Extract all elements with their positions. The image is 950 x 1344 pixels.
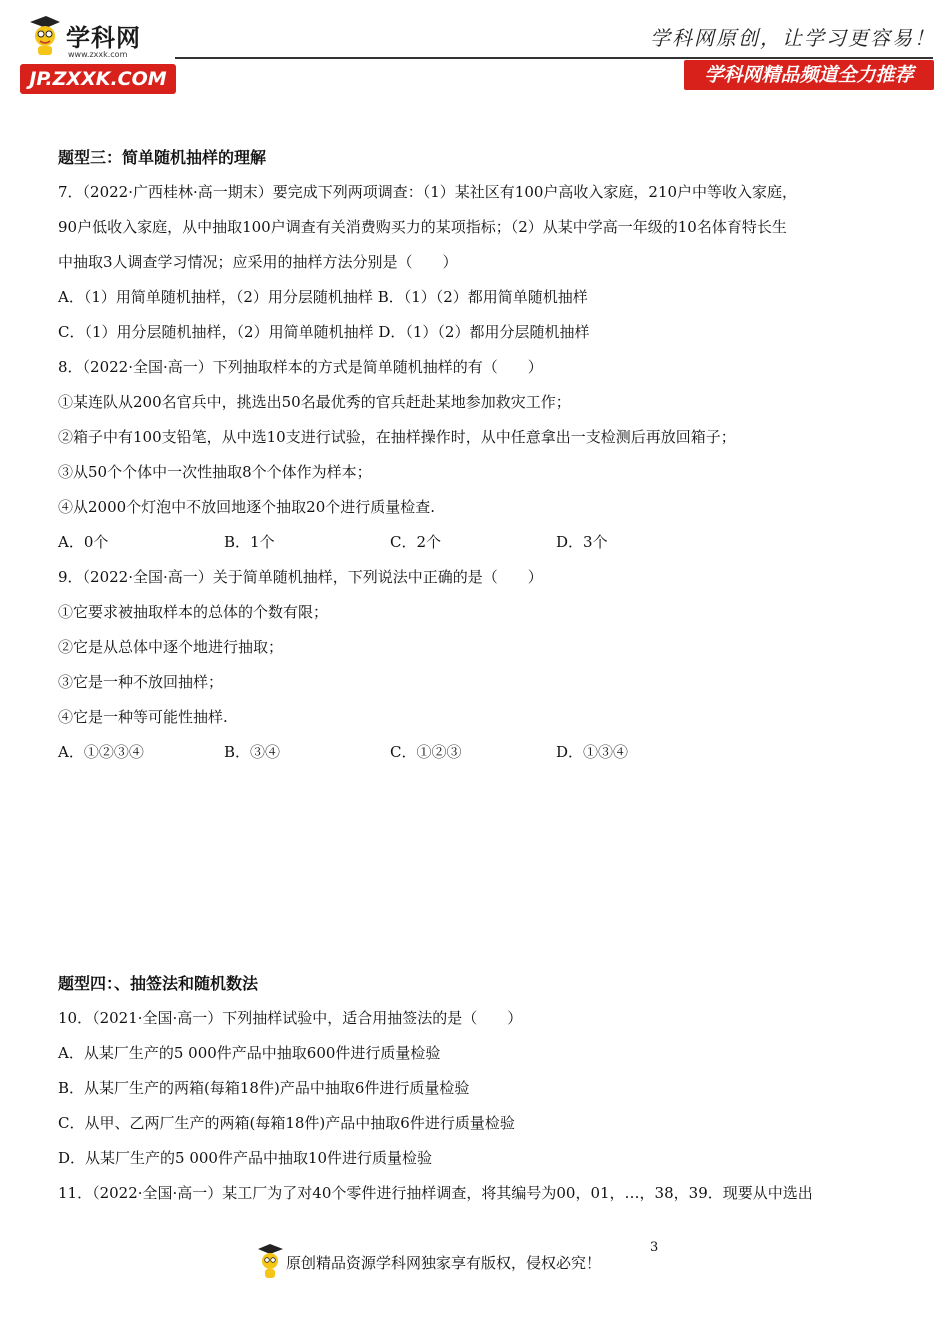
q9-item-4: ④它是一种等可能性抽样. — [58, 708, 228, 726]
q8-item-4: ④从2000个灯泡中不放回地逐个抽取20个进行质量检查. — [58, 498, 436, 516]
header-slogan: 学科网原创，让学习更容易！ — [650, 26, 936, 50]
logo-url: www.zxxk.com — [68, 50, 128, 59]
q8-item-3: ③从50个个体中一次性抽取8个个体作为样本； — [58, 463, 372, 481]
mascot-icon — [256, 1242, 284, 1280]
q9-item-1: ①它要求被抽取样本的总体的个数有限； — [58, 603, 329, 621]
q9-stem: 9．（2022·全国·高一）关于简单随机抽样，下列说法中正确的是（ ） — [58, 568, 543, 586]
blank-space — [58, 770, 898, 966]
q10-option-a: A．从某厂生产的5 000件产品中抽取600件进行质量检验 — [58, 1044, 441, 1062]
q8-option-b: B．1个 — [224, 533, 275, 551]
q9-option-c: C．①②③ — [390, 743, 462, 761]
page-number: 3 — [650, 1240, 659, 1255]
section-title-3: 题型三：简单随机抽样的理解 — [58, 148, 267, 167]
q10-option-b: B．从某厂生产的两箱(每箱18件)产品中抽取6件进行质量检验 — [58, 1079, 470, 1097]
q8-stem: 8．（2022·全国·高一）下列抽取样本的方式是简单随机抽样的有（ ） — [58, 358, 543, 376]
q8-item-2: ②箱子中有100支铅笔，从中选10支进行试验，在抽样操作时，从中任意拿出一支检测后再放回箱子； — [58, 428, 736, 446]
q8-option-c: C．2个 — [390, 533, 442, 551]
q7-line1: 7．（2022·广西桂林·高一期末）要完成下列两项调查：（1）某社区有100户高收入家庭，210户中等收入家庭， — [58, 183, 798, 201]
q10-option-c: C．从甲、乙两厂生产的两箱(每箱18件)产品中抽取6件进行质量检验 — [58, 1114, 515, 1132]
q7-line2: 90户低收入家庭，从中抽取100户调查有关消费购买力的某项指标；（2）从某中学高一年级的10名体育特长生 — [58, 218, 787, 236]
header-banner[interactable]: 学科网精品频道全力推荐 — [684, 60, 934, 90]
q9-item-3: ③它是一种不放回抽样； — [58, 673, 224, 691]
logo-domain: JP.ZXXK.COM — [20, 64, 176, 94]
mascot-icon — [26, 14, 62, 56]
header-divider — [175, 57, 933, 59]
document-body — [58, 140, 898, 1211]
q8-item-1: ①某连队从200名官兵中，挑选出50名最优秀的官兵赶赴某地参加救灾工作； — [58, 393, 571, 411]
section-title-4: 题型四：、抽签法和随机数法 — [58, 974, 259, 993]
zxxk-logo[interactable] — [20, 12, 180, 96]
page-header — [0, 0, 950, 100]
q8-options — [58, 525, 898, 560]
q9-option-a: A．①②③④ — [58, 743, 144, 761]
q10-stem: 10．（2021·全国·高一）下列抽样试验中，适合用抽签法的是（ ） — [58, 1009, 523, 1027]
q9-option-d: D．①③④ — [556, 743, 629, 761]
q7-line3: 中抽取3人调查学习情况；应采用的抽样方法分别是（ ） — [58, 253, 458, 271]
q7-options-cd: C．（1）用分层随机抽样，（2）用简单随机抽样 D．（1）（2）都用分层随机抽样 — [58, 323, 590, 341]
q9-options — [58, 735, 898, 770]
footer-copyright: 原创精品资源学科网独家享有版权，侵权必究！ — [286, 1254, 602, 1272]
q8-option-d: D．3个 — [556, 533, 608, 551]
page-footer — [0, 1238, 950, 1288]
q9-option-b: B．③④ — [224, 743, 281, 761]
q8-option-a: A．0个 — [58, 533, 109, 551]
q11-stem: 11．（2022·全国·高一）某工厂为了对40个零件进行抽样调查，将其编号为00，01，…，38，39．现要从中选出 — [58, 1184, 813, 1202]
logo-text: 学科网 — [66, 24, 141, 52]
q9-item-2: ②它是从总体中逐个地进行抽取； — [58, 638, 284, 656]
q7-options-ab: A．（1）用简单随机抽样，（2）用分层随机抽样 B．（1）（2）都用简单随机抽样 — [58, 288, 588, 306]
q10-option-d: D．从某厂生产的5 000件产品中抽取10件进行质量检验 — [58, 1149, 433, 1167]
